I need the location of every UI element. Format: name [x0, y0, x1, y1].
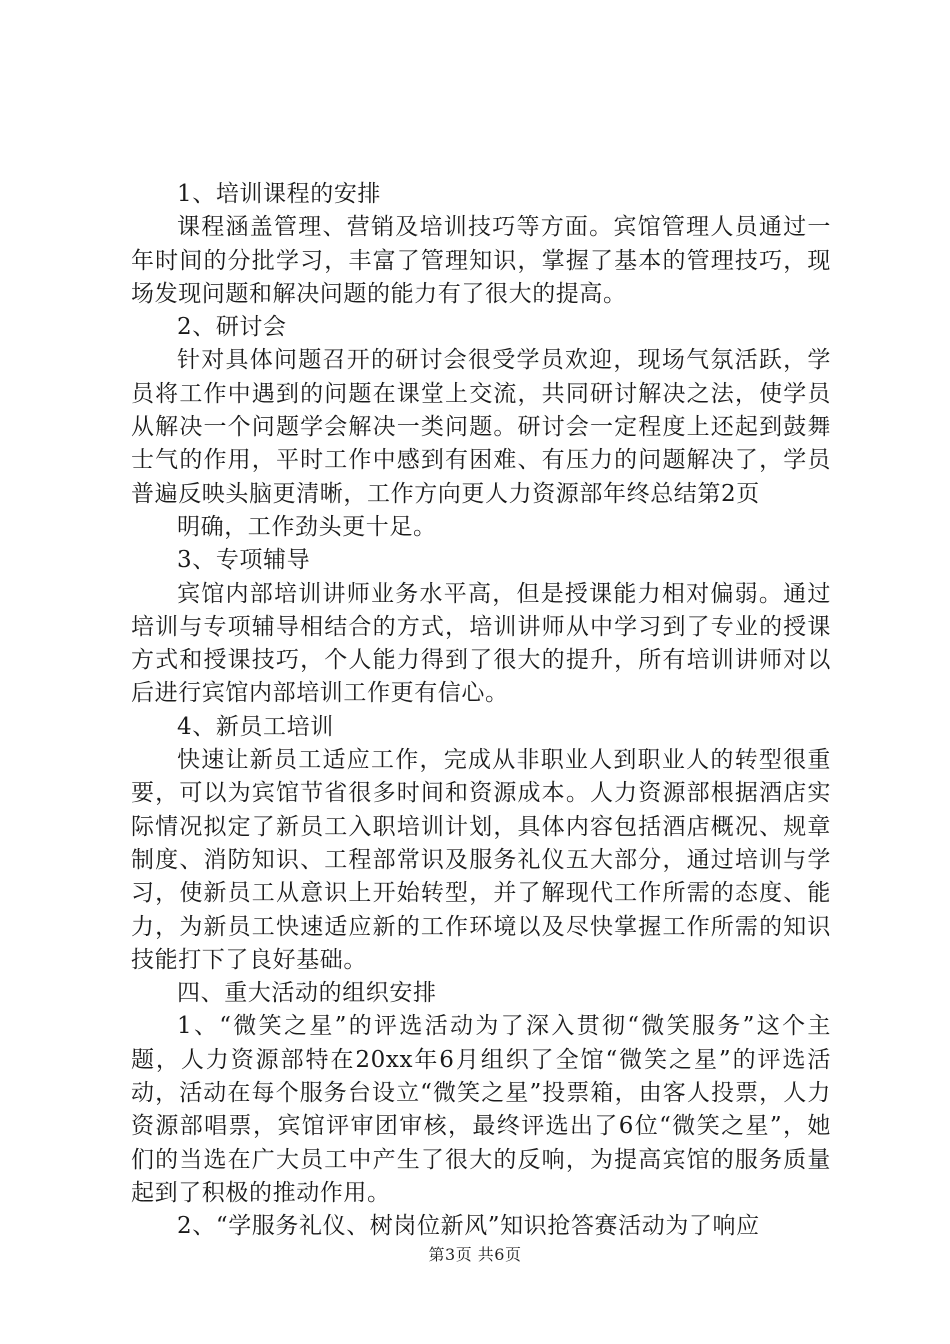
section-heading: 3、专项辅导	[177, 547, 311, 574]
section-heading: 1、培训课程的安排	[177, 181, 382, 207]
document-body	[131, 178, 831, 1244]
body-paragraph: 明确，工作劲头更十足。	[177, 513, 437, 540]
section-heading: 4、新员工培训	[177, 713, 334, 740]
body-paragraph: 2、“学服务礼仪、树岗位新风”知识抢答赛活动为了响应	[177, 1213, 760, 1240]
body-paragraph: 课程涵盖管理、营销及培训技巧等方面。宾馆管理人员通过一年时间的分批学习，丰富了管理知识，掌握了基本的管理技巧，现场发现问题和解决问题的能力有了很大的提高。	[131, 214, 831, 307]
page-number-footer: 第3页 共6页	[428, 1245, 522, 1264]
body-paragraph: 宾馆内部培训讲师业务水平高，但是授课能力相对偏弱。通过培训与专项辅导相结合的方式，培训讲师从中学习到了专业的授课方式和授课技巧，个人能力得到了很大的提升，所有培训讲师对以后进行宾馆内部培训工作更有信心。	[131, 580, 831, 707]
body-paragraph: 针对具体问题召开的研讨会很受学员欢迎，现场气氛活跃，学员将工作中遇到的问题在课堂上交流，共同研讨解决之法，使学员从解决一个问题学会解决一类问题。研讨会一定程度上还起到鼓舞士气的作用，平时工作中感到有困难、有压力的问题解决了，学员普遍反映头脑更清晰，工作方向更人力资源部年终总结第2页	[131, 347, 831, 507]
chapter-heading: 四、重大活动的组织安排	[177, 980, 437, 1007]
body-paragraph: 快速让新员工适应工作，完成从非职业人到职业人的转型很重要，可以为宾馆节省很多时间和资源成本。人力资源部根据酒店实际情况拟定了新员工入职培训计划，具体内容包括酒店概况、规章制度、消防知识、工程部常识及服务礼仪五大部分，通过培训与学习，使新员工从意识上开始转型，并了解现代工作所需的态度、能力，为新员工快速适应新的工作环境以及尽快掌握工作所需的知识技能打下了良好基础。	[131, 747, 831, 973]
section-heading: 2、研讨会	[177, 314, 287, 341]
body-paragraph: 1、“微笑之星”的评选活动为了深入贯彻“微笑服务”这个主题，人力资源部特在20xx年6月组织了全馆“微笑之星”的评选活动，活动在每个服务台设立“微笑之星”投票箱，由客人投票，人力资源部唱票，宾馆评审团审核，最终评选出了6位“微笑之星”，她们的当选在广大员工中产生了很大的反响，为提高宾馆的服务质量起到了积极的推动作用。	[131, 1013, 831, 1206]
